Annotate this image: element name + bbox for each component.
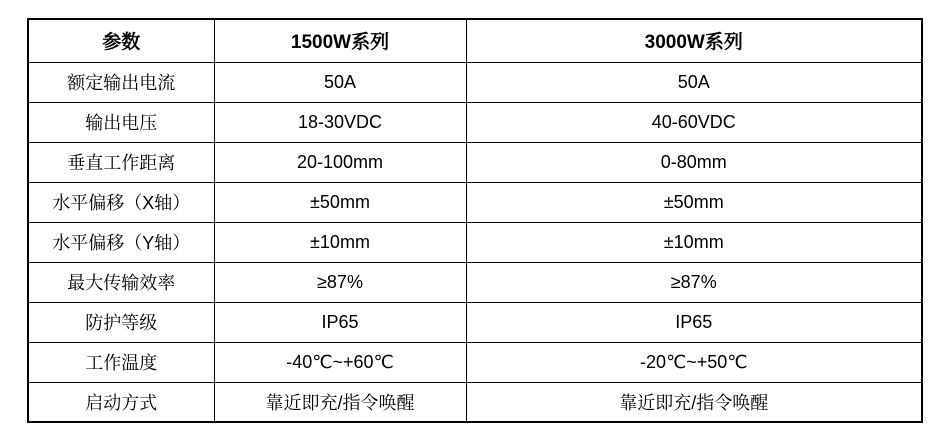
param-name-cell: 水平偏移（Y轴） [28,222,214,262]
value-cell-3000w: 靠近即充/指令唤醒 [466,382,922,422]
table-row [28,142,922,182]
param-name-cell: 最大传输效率 [28,262,214,302]
table-row [28,102,922,142]
value-cell-3000w: -20℃~+50℃ [466,342,922,382]
value-cell-1500w: ±50mm [214,182,466,222]
value-cell-1500w: IP65 [214,302,466,342]
param-name-cell: 防护等级 [28,302,214,342]
value-cell-3000w: 40-60VDC [466,102,922,142]
spec-table [27,18,923,423]
value-cell-1500w: 靠近即充/指令唤醒 [214,382,466,422]
value-cell-3000w: 0-80mm [466,142,922,182]
header-cell-1500w: 1500W系列 [214,19,466,62]
table-row [28,182,922,222]
param-name-cell: 额定输出电流 [28,62,214,102]
value-cell-1500w: -40℃~+60℃ [214,342,466,382]
header-cell-3000w: 3000W系列 [466,19,922,62]
param-name-cell: 垂直工作距离 [28,142,214,182]
param-name-cell: 输出电压 [28,102,214,142]
param-name-cell: 工作温度 [28,342,214,382]
value-cell-3000w: ±50mm [466,182,922,222]
value-cell-1500w: ±10mm [214,222,466,262]
header-cell-param: 参数 [28,19,214,62]
table-row [28,382,922,422]
param-name-cell: 启动方式 [28,382,214,422]
value-cell-3000w: 50A [466,62,922,102]
value-cell-1500w: 18-30VDC [214,102,466,142]
value-cell-3000w: ±10mm [466,222,922,262]
table-row [28,262,922,302]
table-row [28,62,922,102]
value-cell-1500w: ≥87% [214,262,466,302]
table-row [28,302,922,342]
param-name-cell: 水平偏移（X轴） [28,182,214,222]
value-cell-3000w: ≥87% [466,262,922,302]
table-row [28,222,922,262]
value-cell-3000w: IP65 [466,302,922,342]
table-header-row [28,19,922,62]
value-cell-1500w: 20-100mm [214,142,466,182]
table-row [28,342,922,382]
value-cell-1500w: 50A [214,62,466,102]
